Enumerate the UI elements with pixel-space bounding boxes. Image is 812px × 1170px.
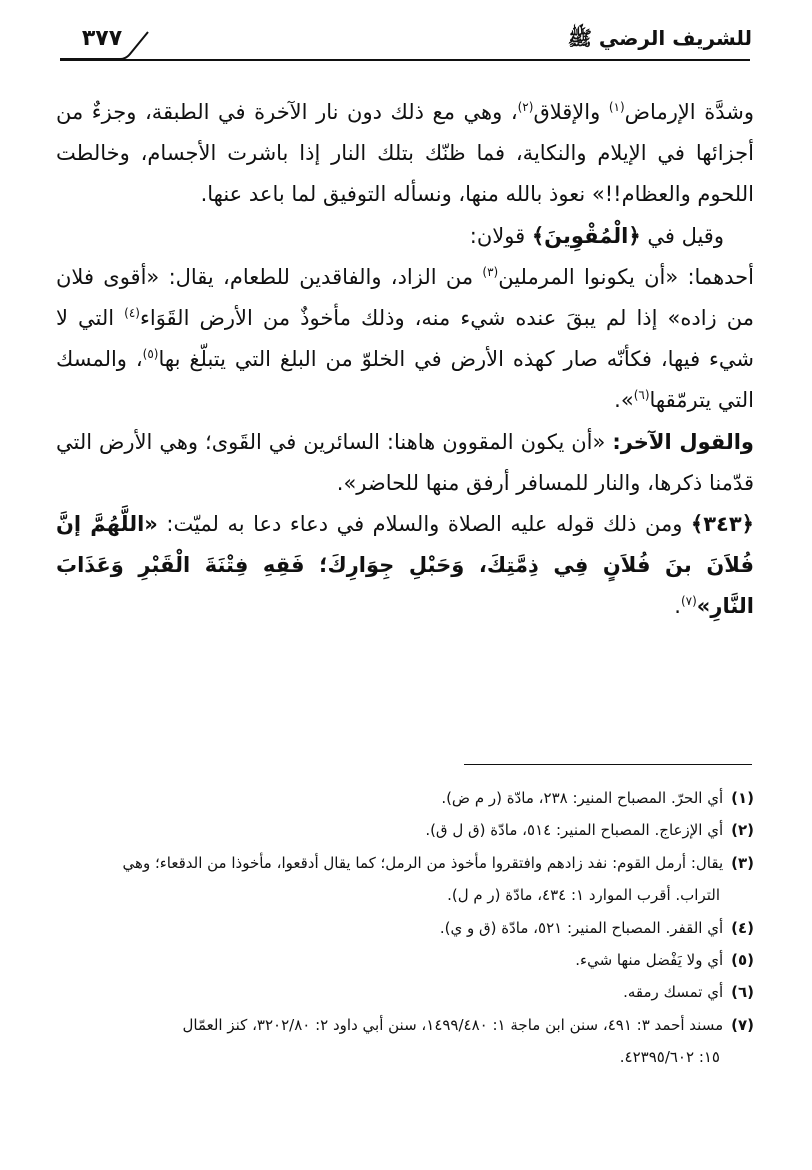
text-run: . — [674, 594, 681, 619]
footnote-number: (٥) — [731, 951, 754, 970]
running-title: للشريف الرضي ﷺ — [567, 26, 752, 50]
footnote-number: (٢) — [731, 821, 754, 840]
text-run: التي لا شيء فيها، فكأنّه صار كهذه الأرض في الخلوّ من البلغ التي يتبلّغ بها — [56, 306, 754, 372]
footnote-number: (٣) — [731, 853, 754, 872]
footnote-4 — [58, 912, 754, 944]
footnote-ref[interactable]: (٤) — [124, 306, 140, 321]
footnote-ref[interactable]: (١) — [608, 100, 625, 114]
page-number: ٣٧٧ — [81, 26, 123, 51]
paragraph-4 — [56, 422, 754, 504]
footnote-ref[interactable]: (٥) — [142, 347, 159, 362]
quran-word: ﴿الْمُقْوِينَ﴾ — [531, 223, 641, 248]
footnote-5 — [58, 944, 754, 976]
prophetic-prayer: «اللَّهُمَّ إنَّ فُلاَنَ بنَ فُلاَنٍ فِي ذِمَّتِكَ، وَحَبْلِ جِوَارِكَ؛ فَقِهِ فِتْنَةَ الْقَبْرِ وَعَذَابَ النَّارِ» — [56, 512, 754, 619]
footnote-text: أي الحرّ. المصباح المنير: ٢٣٨، مادّة (ر م ض). — [441, 789, 724, 807]
footnote-separator — [464, 764, 752, 765]
footnote-ref[interactable]: (٣) — [482, 264, 499, 279]
footnote-number: (٧) — [731, 1015, 754, 1034]
section-number: ﴿٣٤٣﴾ — [690, 512, 754, 537]
footnote-3-continued: التراب. أقرب الموارد ١: ٤٣٤، مادّة (ر م ل). — [447, 886, 720, 905]
main-text — [56, 92, 754, 628]
paragraph-5 — [56, 504, 754, 628]
footnote-number: (٤) — [731, 918, 754, 937]
paragraph-3 — [56, 257, 754, 422]
second-opinion-label: والقول الآخر: — [612, 429, 754, 454]
footnote-text: أي الإزعاج. المصباح المنير: ٥١٤، مادّة (ق ل ق). — [425, 821, 724, 840]
text-run: وقيل في — [640, 223, 724, 248]
footnote-text: يقال: أرمل القوم: نفد زادهم وافتقروا مأخوذ من الرمل؛ كما يقال أدقعوا، مأخوذا من الدقعاء؛ وهي — [122, 853, 724, 872]
text-run: أحدهما: «أن يكونوا المرملين — [498, 264, 754, 289]
paragraph-1 — [56, 92, 754, 216]
text-run: والإقلاق — [533, 100, 609, 124]
footnote-ref[interactable]: (٢) — [517, 100, 534, 114]
footnote-text: مسند أحمد ٣: ٤٩١، سنن ابن ماجة ١: ١٤٩٩/٤٨٠، سنن أبي داود ٢: ٣٢٠٢/٨٠، كنز العمّال — [182, 1015, 724, 1034]
footnotes — [58, 782, 754, 1074]
footnote-text: أي تمسك رمقه. — [623, 983, 724, 1002]
text-run: من الزاد، والفاقدين للطعام، يقال: «أقوى فلان من زاده» إذا لم يبقَ عنده شيء منه، وذلك مأخوذٌ من الأرض القَوَاء — [56, 264, 754, 331]
footnote-7 — [58, 1009, 754, 1041]
text-run: ». — [614, 388, 634, 413]
footnote-ref[interactable]: (٦) — [633, 388, 650, 403]
footnote-text: أي ولا يَفْضل منها شيء. — [575, 951, 724, 970]
footnote-7-continued: ١٥: ٤٢٣٩٥/٦٠٢. — [619, 1048, 720, 1067]
text-run: ، والمسك التي يترمّقها — [56, 347, 754, 413]
text-run: وشدَّة الإرماض — [624, 100, 754, 124]
text-run: «أن يكون المقوون هاهنا: السائرين في القَوى؛ وهي الأرض التي قدّمنا ذكرها، والنار للمسافر أرفق منها للحاضر». — [56, 429, 754, 495]
footnote-1 — [58, 782, 754, 814]
header-rule — [60, 59, 750, 61]
paragraph-2 — [56, 216, 754, 257]
footnote-number: (١) — [731, 789, 754, 807]
text-run: قولان: — [469, 223, 532, 248]
footnote-text: أي القفر. المصباح المنير: ٥٢١، مادّة (ق و ي). — [439, 918, 724, 937]
footnote-3 — [58, 847, 754, 879]
footnote-2 — [58, 814, 754, 846]
footnote-6 — [58, 976, 754, 1008]
text-run: ومن ذلك قوله عليه الصلاة والسلام في دعاء دعا به لميّت: — [157, 512, 691, 537]
footnote-ref[interactable]: (٧) — [680, 594, 697, 609]
text-run: ، وهي مع ذلك دون نار الآخرة في الطبقة، وجزءٌ من أجزائها في الإيلام والنكاية، فما ظنّك بتلك النار إذا باشرت الأجسام، وخالطت اللحوم والعظام!!» نعوذ بالله منها، ونسأله التوفيق لما باعد عنها. — [56, 100, 754, 207]
footnote-number: (٦) — [731, 983, 754, 1002]
